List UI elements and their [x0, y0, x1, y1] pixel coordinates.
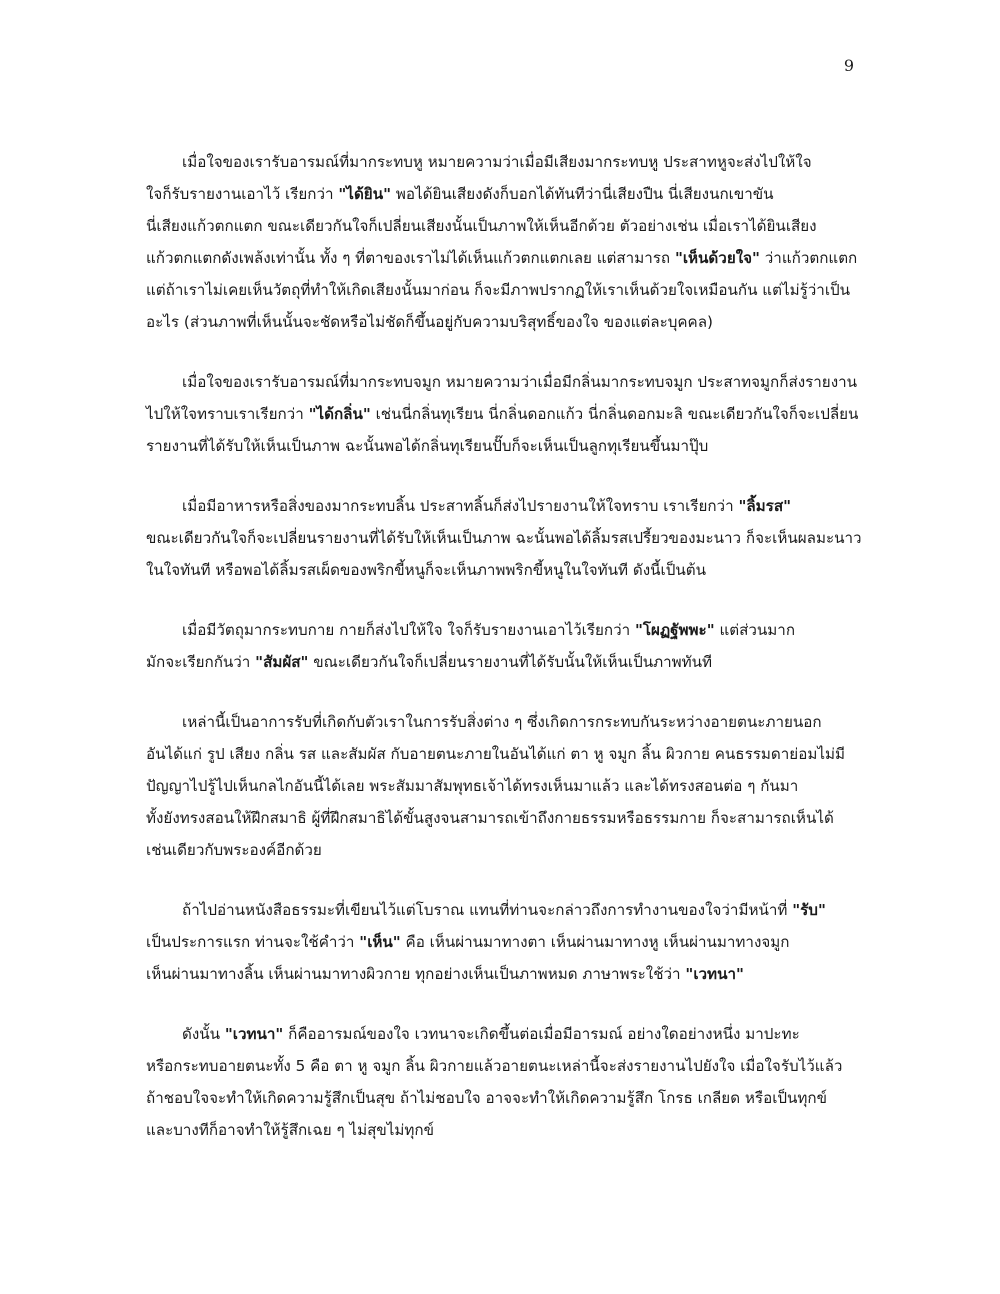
text-segment: คือ เห็นผ่านมาทางตา เห็นผ่านมาทางหู เห็นผ่านมาทางจมูก: [400, 933, 790, 951]
text-segment: เมื่อใจของเรารับอารมณ์ที่มากระทบจมูก หมายความว่าเมื่อมีกลิ่นมากระทบจมูก ประสาทจมูกก็ส่งรายงาน: [182, 373, 858, 391]
text-segment: ปัญญาไปรู้ไปเห็นกลไกอันนี้ได้เลย พระสัมมาสัมพุทธเจ้าได้ทรงเห็นมาแล้ว และได้ทรงสอนต่อ ๆ กันมา: [146, 777, 799, 795]
text-segment: เหล่านี้เป็นอาการรับที่เกิดกับตัวเราในการรับสิ่งต่าง ๆ ซึ่งเกิดการกระทบกันระหว่างอายตนะภายนอก: [182, 713, 822, 731]
text-segment: อันได้แก่ รูป เสียง กลิ่น รส และสัมผัส กับอายตนะภายในอันได้แก่ ตา หู จมูก ลิ้น ผิวกาย คนธรรมดาย่อมไม่มี: [146, 745, 845, 763]
text-segment: ในใจทันที หรือพอได้ลิ้มรสเผ็ดของพริกขี้หนูก็จะเห็นภาพพริกขี้หนูในใจทันที ดังนี้เป็นต้น: [146, 561, 707, 579]
text-line: [146, 306, 864, 338]
text-line: [146, 490, 864, 522]
text-line: [146, 1082, 864, 1114]
text-line: [146, 802, 864, 834]
text-line: [146, 1114, 864, 1146]
paragraph: [146, 1018, 864, 1146]
text-segment: แก้วตกแตกดังเพล้งเท่านั้น ทั้ง ๆ ที่ตาของเราไม่ได้เห็นแก้วตกแตกเลย แต่สามารถ: [146, 249, 675, 267]
text-segment: ใจก็รับรายงานเอาไว้ เรียกว่า: [146, 185, 339, 203]
text-line: [146, 430, 864, 462]
text-line: [146, 522, 864, 554]
paragraph: [146, 366, 864, 462]
bold-term: "โผฏฐัพพะ": [634, 621, 715, 639]
text-line: [146, 398, 864, 430]
bold-term: "ได้ยิน": [338, 185, 391, 203]
page-number: 9: [843, 56, 854, 75]
text-segment: แต่ถ้าเราไม่เคยเห็นวัตถุที่ทำให้เกิดเสียงนั้นมาก่อน ก็จะมีภาพปรากฏให้เราเห็นด้วยใจเหมือนกัน แต่ไม่รู้ว่าเป็น: [146, 281, 851, 299]
text-segment: ถ้าชอบใจจะทำให้เกิดความรู้สึกเป็นสุข ถ้าไม่ชอบใจ อาจจะทำให้เกิดความรู้สึก โกรธ เกลียด หรือเป็นทุกข์: [146, 1089, 827, 1107]
paragraph: [146, 614, 864, 678]
text-line: [146, 178, 864, 210]
text-segment: ทั้งยังทรงสอนให้ฝึกสมาธิ ผู้ที่ฝึกสมาธิได้ขั้นสูงจนสามารถเข้าถึงกายธรรมหรือธรรมกาย ก็จะสามารถเห็นได้: [146, 809, 834, 827]
text-line: [146, 770, 864, 802]
bold-term: "รับ": [792, 901, 826, 919]
text-line: [146, 834, 864, 866]
text-line: [146, 242, 864, 274]
paragraph: [146, 706, 864, 866]
text-line: [146, 1050, 864, 1082]
text-segment: และบางทีก็อาจทำให้รู้สึกเฉย ๆ ไม่สุขไม่ทุกข์: [146, 1121, 434, 1139]
bold-term: "ได้กลิ่น": [308, 405, 371, 423]
text-segment: เมื่อมีอาหารหรือสิ่งของมากระทบลิ้น ประสาทลิ้นก็ส่งไปรายงานให้ใจทราบ เราเรียกว่า: [182, 497, 739, 515]
text-line: [146, 926, 864, 958]
text-line: [146, 706, 864, 738]
text-segment: ถ้าไปอ่านหนังสือธรรมะที่เขียนไว้แต่โบราณ แทนที่ท่านจะกล่าวถึงการทำงานของใจว่ามีหน้าที่: [182, 901, 793, 919]
bold-term: "สัมผัส": [255, 653, 309, 671]
text-line: [146, 554, 864, 586]
text-segment: เมื่อใจของเรารับอารมณ์ที่มากระทบหู หมายความว่าเมื่อมีเสียงมากระทบหู ประสาทหูจะส่งไปให้ใจ: [182, 153, 812, 171]
text-segment: ดังนั้น: [182, 1025, 225, 1043]
text-line: [146, 210, 864, 242]
text-line: [146, 958, 864, 990]
text-segment: ว่าแก้วตกแตก: [759, 249, 858, 267]
text-line: [146, 614, 864, 646]
text-segment: เห็นผ่านมาทางลิ้น เห็นผ่านมาทางผิวกาย ทุกอย่างเห็นเป็นภาพหมด ภาษาพระใช้ว่า: [146, 965, 686, 983]
text-line: [146, 274, 864, 306]
text-line: [146, 738, 864, 770]
text-line: [146, 1018, 864, 1050]
text-segment: อะไร (ส่วนภาพที่เห็นนั้นจะชัดหรือไม่ชัดก็ขึ้นอยู่กับความบริสุทธิ์ของใจ ของแต่ละบุคคล): [146, 313, 713, 331]
document-body: [146, 146, 864, 1174]
text-segment: หรือกระทบอายตนะทั้ง 5 คือ ตา หู จมูก ลิ้น ผิวกายแล้วอายตนะเหล่านี้จะส่งรายงานไปยังใจ เมื่อใจรับไว้แล้ว: [146, 1057, 843, 1075]
text-segment: เป็นประการแรก ท่านจะใช้คำว่า: [146, 933, 360, 951]
bold-term: "เวทนา": [224, 1025, 284, 1043]
paragraph: [146, 490, 864, 586]
text-segment: เช่นเดียวกับพระองค์อีกด้วย: [146, 841, 322, 859]
text-segment: ไปให้ใจทราบเราเรียกว่า: [146, 405, 309, 423]
paragraph: [146, 146, 864, 338]
bold-term: "เห็นด้วยใจ": [674, 249, 760, 267]
bold-term: "ลิ้มรส": [738, 497, 792, 515]
paragraph: [146, 894, 864, 990]
text-line: [146, 366, 864, 398]
text-segment: พอได้ยินเสียงดังก็บอกได้ทันทีว่านี่เสียงปืน นี่เสียงนกเขาขัน: [391, 185, 774, 203]
text-segment: นี่เสียงแก้วตกแตก ขณะเดียวกันใจก็เปลี่ยนเสียงนั้นเป็นภาพให้เห็นอีกด้วย ตัวอย่างเช่น เมื่อเราได้ยินเสียง: [146, 217, 817, 235]
text-segment: มักจะเรียกกันว่า: [146, 653, 256, 671]
text-segment: ขณะเดียวกันใจก็จะเปลี่ยนรายงานที่ได้รับให้เห็นเป็นภาพ ฉะนั้นพอได้ลิ้มรสเปรี้ยวของมะนาว ก็จะเห็นผลมะนาว: [146, 529, 862, 547]
text-segment: เช่นนี่กลิ่นทุเรียน นี่กลิ่นดอกแก้ว นี่กลิ่นดอกมะลิ ขณะเดียวกันใจก็จะเปลี่ยน: [370, 405, 859, 423]
text-segment: ขณะเดียวกันใจก็เปลี่ยนรายงานที่ได้รับนั้นให้เห็นเป็นภาพทันที: [308, 653, 713, 671]
bold-term: "เวทนา": [685, 965, 744, 983]
text-line: [146, 646, 864, 678]
text-segment: ก็คืออารมณ์ของใจ เวทนาจะเกิดขึ้นต่อเมื่อมีอารมณ์ อย่างใดอย่างหนึ่ง มาปะทะ: [283, 1025, 800, 1043]
bold-term: "เห็น": [359, 933, 401, 951]
text-segment: เมื่อมีวัตถุมากระทบกาย กายก็ส่งไปให้ใจ ใจก็รับรายงานเอาไว้เรียกว่า: [182, 621, 635, 639]
text-segment: รายงานที่ได้รับให้เห็นเป็นภาพ ฉะนั้นพอได้กลิ่นทุเรียนปั๊บก็จะเห็นเป็นลูกทุเรียนขึ้นมาปุ๊บ: [146, 437, 709, 455]
text-line: [146, 894, 864, 926]
text-segment: แต่ส่วนมาก: [714, 621, 796, 639]
text-line: [146, 146, 864, 178]
